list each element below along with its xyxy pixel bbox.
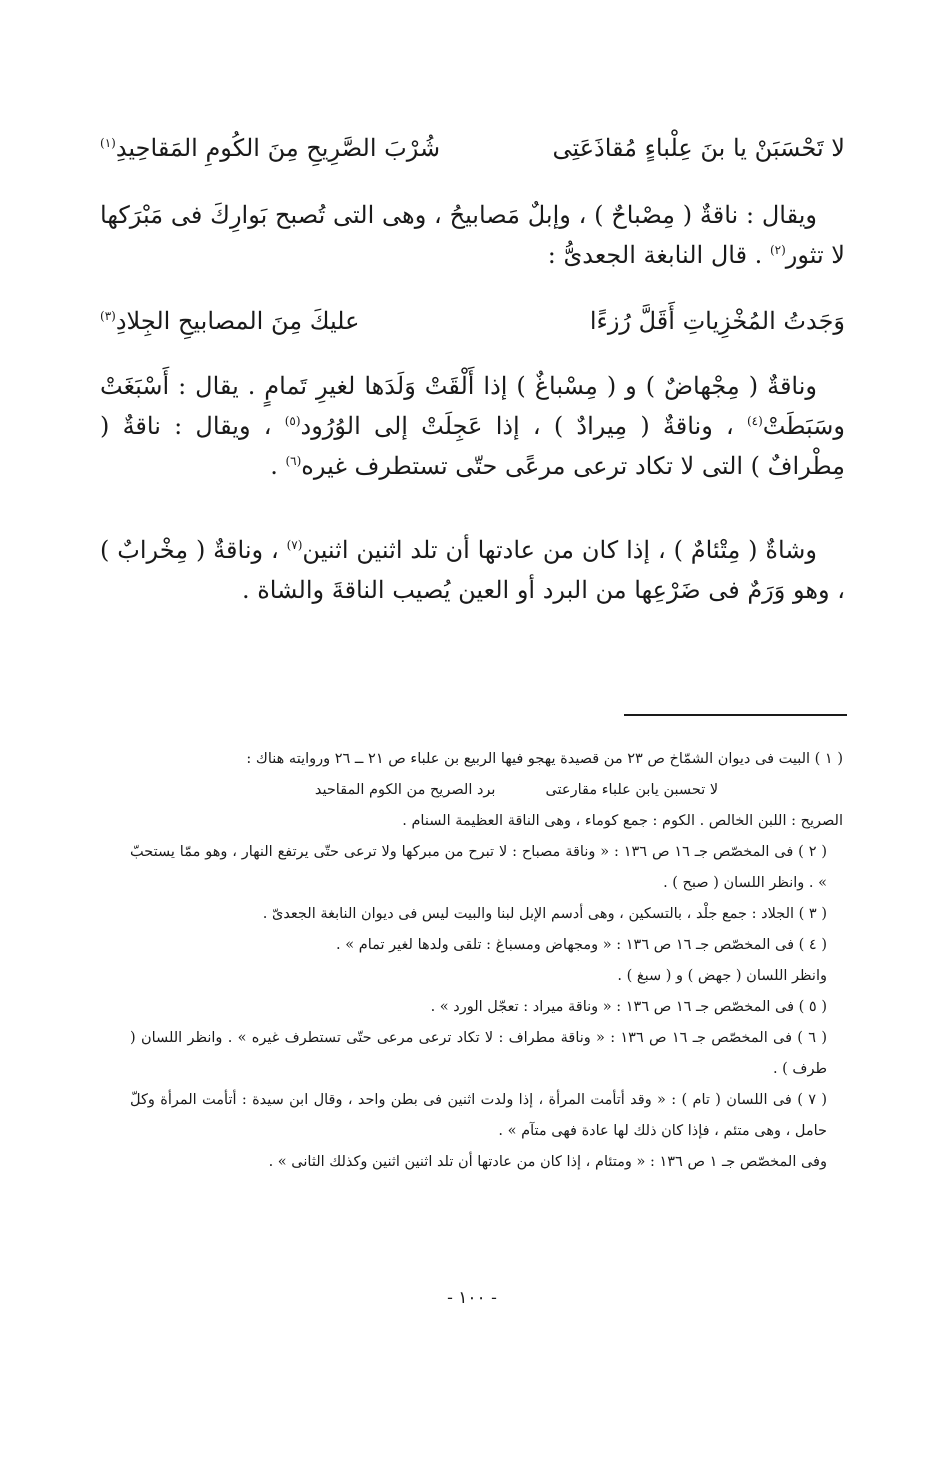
footnote-2: ( ٢ ) فى المخصّص جـ ١٦ ص ١٣٦ : « وناقة مصباح : لا تبرح من مبركها ولا ترعى حتّى يرتفع النهار ، وهو ممّا يستحبّ » . وانظر اللسان ( صبح ) . bbox=[130, 844, 828, 891]
footnote-mark-4: (٤) bbox=[746, 414, 763, 428]
verse-1-second-hemistich-text: شُرْبَ الصَّرِيحِ مِنَ الكُومِ المَقاحِيدِ bbox=[115, 134, 441, 162]
paragraph-3-text-a: وشاةٌ ( مِتْئامٌ ) ، إذا كان من عادتها أن تلد اثنين اثنين bbox=[302, 536, 818, 564]
footnote-1: ( ١ ) البيت فى ديوان الشمّاخ ص ٢٣ من قصيدة يهجو فيها الربيع بن علباء ص ٢١ ــ ٢٦ وروايته هناك : bbox=[246, 751, 843, 767]
footnote-5: ( ٥ ) فى المخصّص جـ ١٦ ص ١٣٦ : « وناقة ميراد : تعجّل الورد » . bbox=[430, 999, 827, 1015]
paragraph-2-text-d: . bbox=[270, 452, 286, 480]
poem-verse-2 bbox=[100, 301, 845, 341]
footnote-7: ( ٧ ) فى اللسان ( تام ) : « وقد أتأمت المرأة ، إذا ولدت اثنين فى بطن واحد ، وقال ابن سيدة : أتأمت المرأة وكلّ حامل ، وهى متئم ، فإذا كان ذلك لها عادة فهى متآم » . bbox=[130, 1092, 827, 1139]
footnote-mark-5: (٥) bbox=[284, 414, 301, 428]
footnote-mark-2: (٢) bbox=[769, 243, 786, 257]
paragraph-2-text-a: وناقةٌ ( مِجْهاضٌ ) و ( مِسْباغٌ ) إذا أَلْقَتْ وَلَدَها لغيرِ تَمامٍ . يقال : أَسْبَغَتْ وسَبَطَتْ bbox=[100, 372, 845, 440]
footnote-separator bbox=[624, 714, 847, 716]
footnote-4-continuation: وانظر اللسان ( جهض ) و ( سبغ ) . bbox=[617, 968, 827, 984]
paragraph-mijhad bbox=[100, 366, 845, 486]
footnote-mark-6: (٦) bbox=[285, 454, 302, 468]
footnote-1-verse bbox=[130, 775, 843, 806]
footnote-4: ( ٤ ) فى المخصّص جـ ١٦ ص ١٣٦ : « ومجهاض ومسباغ : تلقى ولدها لغير تمام » . bbox=[336, 937, 827, 953]
verse-2-second-hemistich bbox=[100, 301, 359, 341]
paragraph-mitam bbox=[100, 530, 845, 610]
paragraph-2-text-b: ، وناقةٌ ( مِيرادٌ ) ، إذا عَجِلَتْ إلى الوُرُود bbox=[300, 412, 747, 440]
paragraph-1-text-a: ويقال : ناقةٌ ( مِصْباحٌ ) ، وإبلٌ مَصابيحُ ، وهى التى تُصبح بَوارِكَ فى مَبْرَكها لا تثور bbox=[100, 201, 845, 269]
poem-verse-1 bbox=[100, 128, 845, 168]
paragraph-2-text-c: ، ويقال : ناقةٌ ( مِطْرافٌ ) التى لا تكاد ترعى مرعًى حتّى تستطرف غيره bbox=[100, 412, 845, 480]
footnote-6: ( ٦ ) فى المخصّص جـ ١٦ ص ١٣٦ : « وناقة مطراف : لا تكاد ترعى مرعى حتّى تستطرف غيره » . وانظر اللسان ( طرف ) . bbox=[130, 1030, 827, 1077]
footnotes bbox=[130, 744, 843, 1178]
footnote-mark-7: (٧) bbox=[286, 538, 303, 552]
verse-2-second-hemistich-text: عليكَ مِنَ المصابيحِ الجِلادِ bbox=[115, 307, 360, 335]
footnote-1-verse-second-hemistich: برد الصريح من الكوم المقاحيد bbox=[314, 782, 496, 798]
verse-1-second-hemistich bbox=[100, 128, 440, 168]
footnote-7-continuation: وفى المخصّص جـ ١ ص ١٣٦ : « ومتئام ، إذا كان من عادتها أن تلد اثنين اثنين وكذلك الثانى » . bbox=[268, 1154, 827, 1170]
verse-2-first-hemistich: وَجَدتُ المُخْزِياتِ أَقَلَّ رُزءًا bbox=[589, 307, 845, 335]
footnote-mark-3: (٣) bbox=[100, 309, 116, 323]
footnote-3: ( ٣ ) الجلاد : جمع جلْد ، بالتسكين ، وهى أدسم الإبل لبنا والبيت ليس فى ديوان النابغة الجعدىّ . bbox=[262, 906, 827, 922]
footnote-mark-1: (١) bbox=[100, 136, 116, 150]
page-number: - ١٠٠ - bbox=[447, 1288, 497, 1308]
footnote-1-gloss: الصريح : اللبن الخالص . الكوم : جمع كوماء ، وهى الناقة العظيمة السنام . bbox=[402, 813, 843, 829]
paragraph-3-text-b: ، وناقةٌ ( مِخْرابٌ ) ، وهو وَرَمٌ فى ضَرْعِها من البرد أو العين يُصيب الناقةَ والشاة . bbox=[100, 536, 845, 604]
verse-1-first-hemistich: لا تَحْسَبَنْ يا بنَ عِلْباءٍ مُقاذَعَتِى bbox=[552, 134, 845, 162]
paragraph-1-text-b: . قال النابغة الجعدىُّ : bbox=[547, 241, 770, 269]
paragraph-misbah bbox=[100, 195, 845, 275]
footnote-1-verse-first-hemistich: لا تحسبن يابن علباء مقارعتى bbox=[545, 782, 719, 798]
